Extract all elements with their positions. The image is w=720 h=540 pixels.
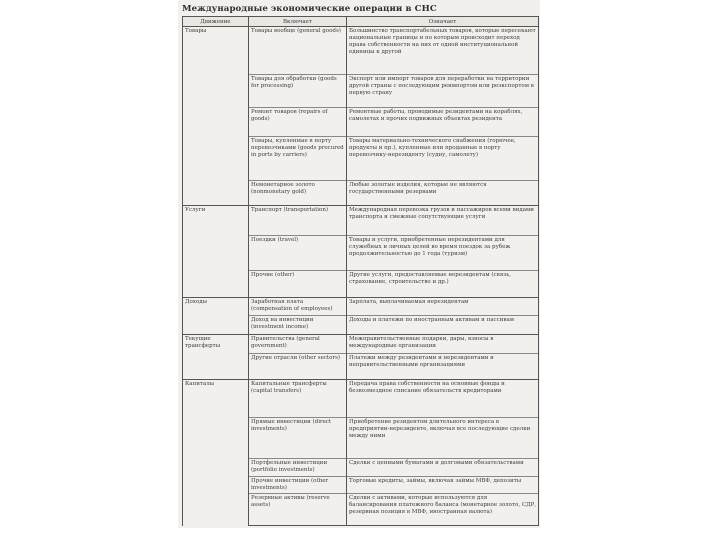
table-row bbox=[183, 206, 539, 236]
means-cell: Платежи между резидентами и нерезидентами и неправительственными организациями bbox=[347, 354, 539, 380]
section-name-cell: Текущие трансферты bbox=[183, 335, 249, 380]
means-cell: Межправительственные подарки, дары, взносы в международные организации bbox=[347, 335, 539, 354]
includes-cell: Другие отрасли (other sectors) bbox=[249, 354, 347, 380]
includes-cell: Ремонт товаров (repairs of goods) bbox=[249, 108, 347, 137]
means-cell: Товары материально-технического снабжения (горючее, продукты и пр.), купленные или проданные в порту перевозчику-нерезиденту (судну, самолету) bbox=[347, 137, 539, 181]
table-header-row bbox=[183, 17, 539, 27]
includes-cell: Товары вообще (general goods) bbox=[249, 27, 347, 75]
section-name-cell: Услуги bbox=[183, 206, 249, 298]
includes-cell: Товары, купленные в порту перевозчиками (goods procured in ports by carriers) bbox=[249, 137, 347, 181]
includes-cell: Товары для обработки (goods for processing) bbox=[249, 75, 347, 108]
header-movement: Движение bbox=[183, 17, 249, 27]
includes-cell: Прямые инвестиции (direct investments) bbox=[249, 418, 347, 459]
includes-cell: Поездки (travel) bbox=[249, 236, 347, 271]
means-cell: Другие услуги, предоставляемые нерезидентам (связь, страхование, строительство и др.) bbox=[347, 271, 539, 298]
operations-table bbox=[182, 16, 539, 526]
document-title: Международные экономические операции в СНС bbox=[182, 4, 437, 14]
header-includes: Включает bbox=[249, 17, 347, 27]
means-cell: Сделки с активами, которые используются для балансирования платежного баланса (монетарное золото, СДР, резервная позиция в МВФ, иностранная валюта) bbox=[347, 494, 539, 526]
table-body bbox=[183, 27, 539, 526]
section-name-cell: Товары bbox=[183, 27, 249, 206]
section-name-cell: Капиталы bbox=[183, 380, 249, 526]
includes-cell: Правительства (general government) bbox=[249, 335, 347, 354]
section-name-cell: Доходы bbox=[183, 298, 249, 335]
includes-cell: Транспорт (transportation) bbox=[249, 206, 347, 236]
means-cell: Экспорт или импорт товаров для переработки на территории другой страны с последующим реимпортом или реэкспортом в первую страну bbox=[347, 75, 539, 108]
means-cell: Любые золотые изделия, которые не являются государственными резервами bbox=[347, 181, 539, 206]
means-cell: Передача права собственности на основные фонды и безвозмездное списание обязательств кредиторами bbox=[347, 380, 539, 418]
means-cell: Товары и услуги, приобретенные нерезидентами для служебных и личных целей во время поездок за рубеж продолжительностью до 1 года (туризм) bbox=[347, 236, 539, 271]
table-row bbox=[183, 298, 539, 316]
means-cell: Торговые кредиты, займы, включая займы МВФ, депозиты bbox=[347, 477, 539, 494]
means-cell: Зарплата, выплачиваемая нерезидентам bbox=[347, 298, 539, 316]
means-cell: Доходы и платежи по иностранным активам и пассивам bbox=[347, 316, 539, 335]
means-cell: Международная перевозка грузов и пассажиров всеми видами транспорта и смежные сопутствующие услуги bbox=[347, 206, 539, 236]
means-cell: Сделки с ценными бумагами и долговыми обязательствами bbox=[347, 459, 539, 477]
includes-cell: Заработная плата (compensation of employees) bbox=[249, 298, 347, 316]
table-row bbox=[183, 380, 539, 418]
table-row bbox=[183, 335, 539, 354]
includes-cell: Прочие инвестиции (other investments) bbox=[249, 477, 347, 494]
includes-cell: Портфельные инвестиции (portfolio investments) bbox=[249, 459, 347, 477]
includes-cell: Резервные активы (reserve assets) bbox=[249, 494, 347, 526]
means-cell: Приобретение резидентом длительного интереса в предприятии-нерезиденте, включая все последующие сделки между ними bbox=[347, 418, 539, 459]
means-cell: Большинство транспортабельных товаров, которые пересекают национальные границы и по которым происходит переход права собственности на них от одной институциональной единицы к другой bbox=[347, 27, 539, 75]
includes-cell: Капитальные трансферты (capital transfers) bbox=[249, 380, 347, 418]
means-cell: Ремонтные работы, проводимые резидентами на кораблях, самолетах и прочих подвижных объектах резидента bbox=[347, 108, 539, 137]
table-row bbox=[183, 27, 539, 75]
includes-cell: Доход на инвестиции (investment income) bbox=[249, 316, 347, 335]
header-means: Означает bbox=[347, 17, 539, 27]
includes-cell: Немонетарное золото (nonmonetary gold) bbox=[249, 181, 347, 206]
includes-cell: Прочие (other) bbox=[249, 271, 347, 298]
